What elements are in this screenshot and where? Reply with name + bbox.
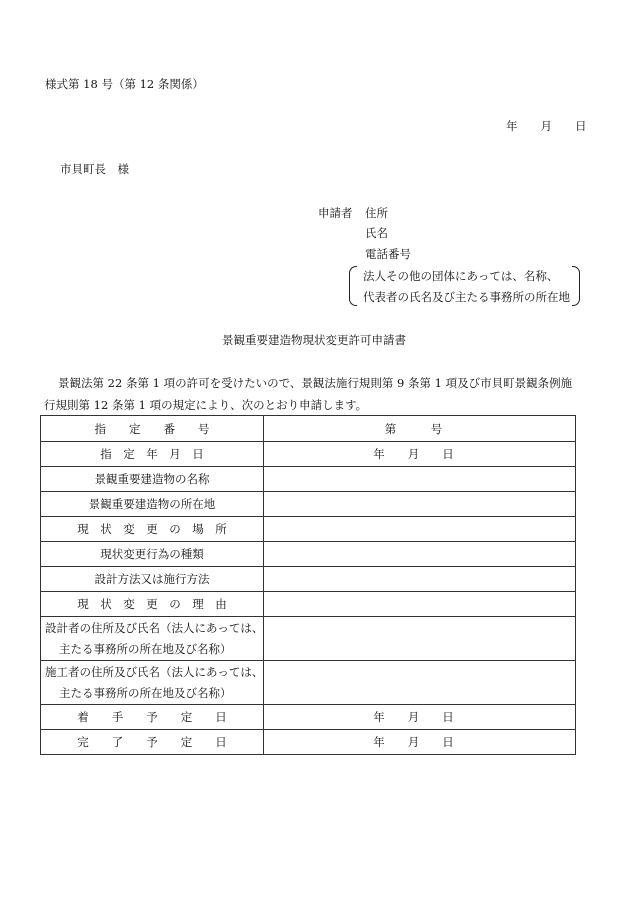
value-text: 年 月 日: [373, 447, 454, 461]
row-value[interactable]: [264, 416, 576, 442]
row-value[interactable]: [264, 617, 576, 661]
row-label: 景観重要建造物の所在地: [41, 492, 264, 517]
table-row: [41, 592, 576, 617]
label-line2: 主たる事務所の所在地及び名称）: [59, 641, 232, 656]
row-label: 完 了 予 定 日: [41, 730, 264, 755]
row-label: 現 状 変 更 の 場 所: [41, 517, 264, 542]
row-value[interactable]: [264, 661, 576, 705]
body-line2: 行規則第 12 条第 1 項の規定により、次のとおり申請します。: [44, 398, 368, 412]
corp-note-line1: 法人その他の団体にあっては、名称、: [363, 269, 559, 283]
body-line1: 景観法第 22 条第 1 項の許可を受けたいので、景観法施行規則第 9 条第 1 項及び市貝町景観条例施: [58, 376, 573, 390]
row-value[interactable]: [264, 730, 576, 755]
table-row: [41, 617, 576, 661]
table-row: [41, 517, 576, 542]
applicant-label: 申請者: [318, 206, 353, 220]
row-label: 指 定 年 月 日: [41, 442, 264, 467]
row-label: [41, 617, 264, 661]
label-line1: 設計者の住所及び氏名（法人にあっては、: [45, 620, 264, 635]
row-value[interactable]: [264, 705, 576, 730]
left-bracket: [349, 266, 357, 306]
table-row: [41, 730, 576, 755]
applicant-phone-label: 電話番号: [365, 247, 411, 261]
table-row: [41, 416, 576, 442]
right-bracket: [572, 266, 580, 306]
document-title: 景観重要建造物現状変更許可申請書: [222, 333, 406, 347]
applicant-name-label: 氏名: [365, 226, 388, 240]
row-value[interactable]: [264, 567, 576, 592]
row-value[interactable]: [264, 467, 576, 492]
addressee: 市貝町長 様: [60, 162, 129, 176]
table-row: [41, 661, 576, 705]
value-text: 年 月 日: [373, 710, 454, 724]
row-label: 景観重要建造物の名称: [41, 467, 264, 492]
row-label: 現状変更行為の種類: [41, 542, 264, 567]
table-row: [41, 705, 576, 730]
row-value[interactable]: [264, 517, 576, 542]
value-text: 年 月 日: [373, 735, 454, 749]
row-value[interactable]: [264, 492, 576, 517]
row-value[interactable]: [264, 542, 576, 567]
row-label: 設計方法又は施行方法: [41, 567, 264, 592]
table-row: [41, 467, 576, 492]
date-line: 年 月 日: [506, 119, 587, 133]
row-value[interactable]: [264, 592, 576, 617]
table-row: [41, 567, 576, 592]
table-row: [41, 492, 576, 517]
label-line1: 施工者の住所及び氏名（法人にあっては、: [45, 664, 264, 679]
row-value[interactable]: [264, 442, 576, 467]
row-label: 現 状 変 更 の 理 由: [41, 592, 264, 617]
row-label: 指 定 番 号: [41, 416, 264, 442]
applicant-address-label: 住所: [365, 206, 388, 220]
table-row: [41, 542, 576, 567]
table-row: [41, 442, 576, 467]
row-label: 着 手 予 定 日: [41, 705, 264, 730]
application-table: [40, 415, 576, 755]
row-label: [41, 661, 264, 705]
corp-note-line2: 代表者の氏名及び主たる事務所の所在地: [363, 290, 570, 304]
form-number: 様式第 18 号（第 12 条関係）: [45, 77, 204, 91]
label-line2: 主たる事務所の所在地及び名称）: [59, 685, 232, 700]
value-text: 第 号: [384, 421, 443, 436]
